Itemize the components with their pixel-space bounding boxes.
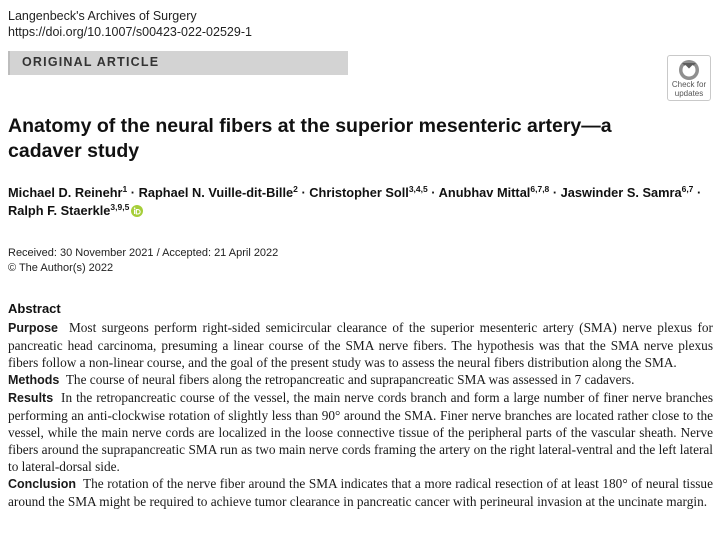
check-for-updates-badge-icon (677, 59, 701, 81)
doi-link[interactable]: https://doi.org/10.1007/s00423-022-02529-1 (8, 25, 252, 39)
abstract-purpose (8, 319, 713, 371)
abstract-methods-text: The course of neural fibers along the retropancreatic and suprapancreatic SMA was assessed in 7 cadavers. (65, 372, 635, 387)
article-type-label: ORIGINAL ARTICLE (22, 55, 160, 69)
abstract-results-text: In the retropancreatic course of the vessel, the main nerve cords branch and form a large number of finer nerve branches performing an anti-clockwise rotation of slightly less than 90° around the SMA. Finer nerve branches are located rather close to the vessel, while the main nerve cords are localized in the loose connective tissue of the peripheral parts of the vascular sheath. Nerve fibers around the suprapancreatic SMA run as two main nerve cords framing the artery on the right lateral-ventral and the left lateral to lateral-dorsal side. (8, 390, 713, 474)
author-affiliation: 6,7,8 (530, 184, 550, 194)
author-separator: · (552, 185, 558, 200)
copyright-notice: © The Author(s) 2022 (8, 262, 114, 274)
author-affiliation: 3,9,5 (110, 202, 130, 212)
check-for-updates-button[interactable] (667, 55, 711, 101)
abstract-results-label: Results (8, 391, 54, 405)
author-separator: · (696, 185, 702, 200)
author-name[interactable]: Anubhav Mittal (438, 185, 531, 200)
abstract-conclusion-text: The rotation of the nerve fiber around the SMA indicates that a more radical resection of at least 180° of neural tissue around the SMA might be required to achieve tumor clearance in pancreatic cancer with perineural invasion at the uncinate margin. (8, 476, 713, 509)
author-name[interactable]: Raphael N. Vuille-dit-Bille (138, 185, 294, 200)
abstract-methods (8, 371, 713, 389)
abstract-methods-label: Methods (8, 373, 60, 387)
abstract-results (8, 389, 713, 475)
author-affiliation: 6,7 (681, 184, 694, 194)
author-name[interactable]: Ralph F. Staerkle (8, 203, 111, 218)
author-name[interactable]: Michael D. Reinehr (8, 185, 123, 200)
author-affiliation: 2 (293, 184, 298, 194)
author-separator: · (301, 185, 306, 200)
abstract-purpose-text: Most surgeons perform right-sided semicircular clearance of the superior mesenteric artery (SMA) nerve plexus for pancreatic head carcinoma, presuming a linear course of the SMA nerve fibers. The hypothesis was that the SMA nerve plexus fibers follow a non-linear course, and the goal of the present study was to assess the neural fibers distribution along the SMA. (8, 320, 713, 370)
abstract-body (8, 319, 713, 510)
author-affiliation: 1 (122, 184, 128, 194)
abstract-conclusion (8, 475, 713, 510)
article-type-banner (8, 51, 348, 75)
received-accepted-dates: Received: 30 November 2021 / Accepted: 21 April 2022 (8, 247, 279, 259)
abstract-heading: Abstract (8, 301, 61, 316)
journal-name: Langenbeck's Archives of Surgery (8, 9, 197, 23)
author-list (8, 184, 713, 220)
author-name[interactable]: Jaswinder S. Samra (560, 185, 682, 200)
abstract-conclusion-label: Conclusion (8, 477, 77, 491)
article-title: Anatomy of the neural fibers at the superior mesenteric artery—a cadaver study (8, 115, 612, 162)
orcid-icon[interactable] (131, 205, 143, 217)
check-for-updates-label: Check for updates (671, 80, 707, 98)
author-name[interactable]: Christopher Soll (309, 185, 409, 200)
author-affiliation: 3,4,5 (408, 184, 428, 194)
author-separator: · (431, 185, 436, 200)
abstract-purpose-label: Purpose (8, 321, 59, 335)
author-separator: · (130, 185, 136, 200)
